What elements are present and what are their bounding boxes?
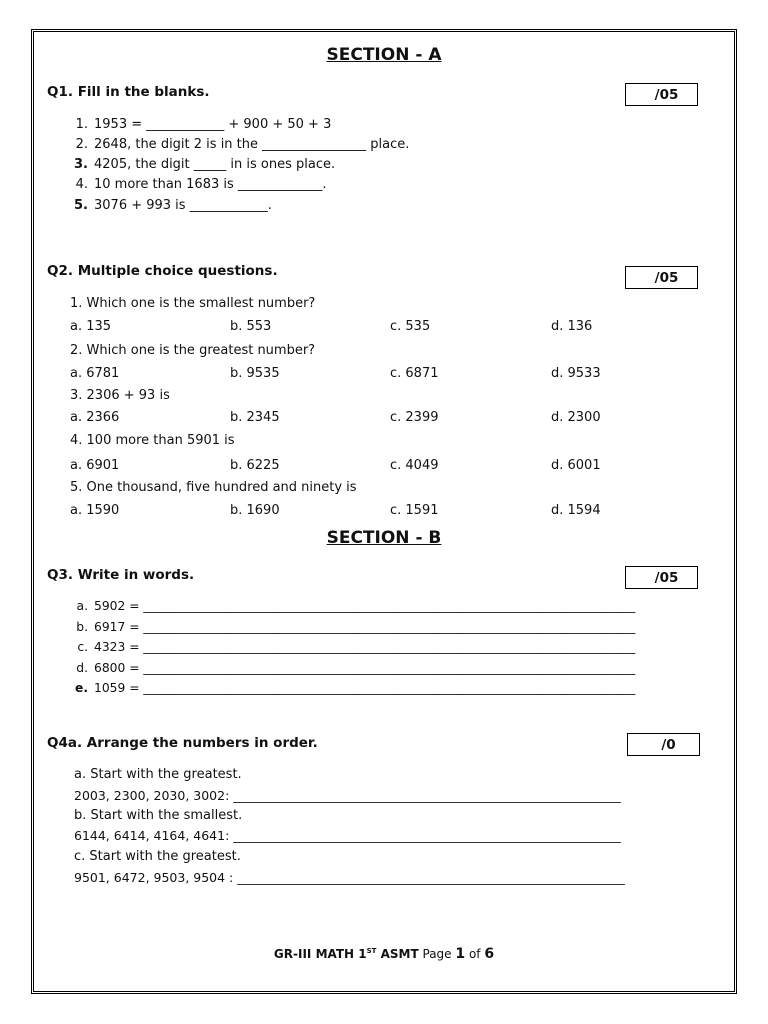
mcq-option: a. 6901: [70, 458, 120, 473]
mcq-question: 4. 100 more than 5901 is: [70, 433, 235, 448]
q4a-title: Q4a. Arrange the numbers in order.: [47, 735, 318, 751]
q4a-part-label: a. Start with the greatest.: [74, 767, 242, 782]
mcq-option: c. 535: [390, 319, 431, 334]
mcq-option: a. 1590: [70, 503, 120, 518]
section-b-title: SECTION - B: [326, 528, 442, 548]
mcq-option: a. 135: [70, 319, 112, 334]
q4a-part-label: b. Start with the smallest.: [74, 808, 243, 823]
q1-item: 4. 10 more than 1683 is _____________.: [75, 177, 327, 192]
mcq-option: c. 1591: [390, 503, 439, 518]
q4a-part-numbers: 2003, 2300, 2030, 3002: ______________________________________________________________: [74, 788, 621, 803]
mcq-question: 5. One thousand, five hundred and ninety is: [70, 480, 357, 495]
mcq-option: b. 9535: [230, 366, 280, 381]
q1-title: Q1. Fill in the blanks.: [47, 84, 210, 100]
q1-item: 2. 2648, the digit 2 is in the ________________ place.: [75, 137, 410, 152]
q1-item: 5. 3076 + 993 is ____________.: [74, 198, 272, 213]
mcq-question: 2. Which one is the greatest number?: [70, 343, 316, 358]
q4a-marks-box: /0: [627, 733, 700, 756]
q4a-part-numbers: 6144, 6414, 4164, 4641: ______________________________________________________________: [74, 828, 621, 843]
mcq-option: a. 6781: [70, 366, 120, 381]
mcq-option: a. 2366: [70, 410, 120, 425]
q1-marks-box: /05: [625, 83, 698, 106]
mcq-option: b. 6225: [230, 458, 280, 473]
mcq-option: b. 2345: [230, 410, 280, 425]
mcq-option: c. 6871: [390, 366, 439, 381]
mcq-option: b. 553: [230, 319, 272, 334]
q2-title: Q2. Multiple choice questions.: [47, 263, 278, 279]
mcq-option: d. 2300: [551, 410, 601, 425]
mcq-option: d. 9533: [551, 366, 601, 381]
mcq-option: d. 136: [551, 319, 593, 334]
mcq-option: b. 1690: [230, 503, 280, 518]
section-a-title: SECTION - A: [326, 45, 442, 65]
q2-marks-box: /05: [625, 266, 698, 289]
mcq-question: 1. Which one is the smallest number?: [70, 296, 316, 311]
mcq-option: c. 4049: [390, 458, 439, 473]
mcq-question: 3. 2306 + 93 is: [70, 388, 170, 403]
q3-marks-box: /05: [625, 566, 698, 589]
q3-item: c. 4323 = ________________________________________________________________________________: [77, 640, 636, 654]
mcq-option: c. 2399: [390, 410, 439, 425]
q1-item: 1. 1953 = ____________ + 900 + 50 + 3: [75, 117, 332, 132]
page-footer: GR-III MATH 1ST ASMT Page 1 of 6: [273, 946, 495, 962]
q4a-part-numbers: 9501, 6472, 9503, 9504 : ______________________________________________________________: [74, 870, 625, 885]
mcq-option: d. 6001: [551, 458, 601, 473]
q3-item: e. 1059 = ________________________________________________________________________________: [74, 681, 636, 695]
q1-item: 3. 4205, the digit _____ in is ones place.: [74, 157, 336, 172]
q3-item: b. 6917 = ________________________________________________________________________________: [76, 620, 636, 634]
mcq-option: d. 1594: [551, 503, 601, 518]
q4a-part-label: c. Start with the greatest.: [74, 849, 241, 864]
q3-item: a. 5902 = ________________________________________________________________________________: [76, 599, 636, 613]
q3-item: d. 6800 = ________________________________________________________________________________: [76, 661, 636, 675]
q3-title: Q3. Write in words.: [47, 567, 195, 583]
